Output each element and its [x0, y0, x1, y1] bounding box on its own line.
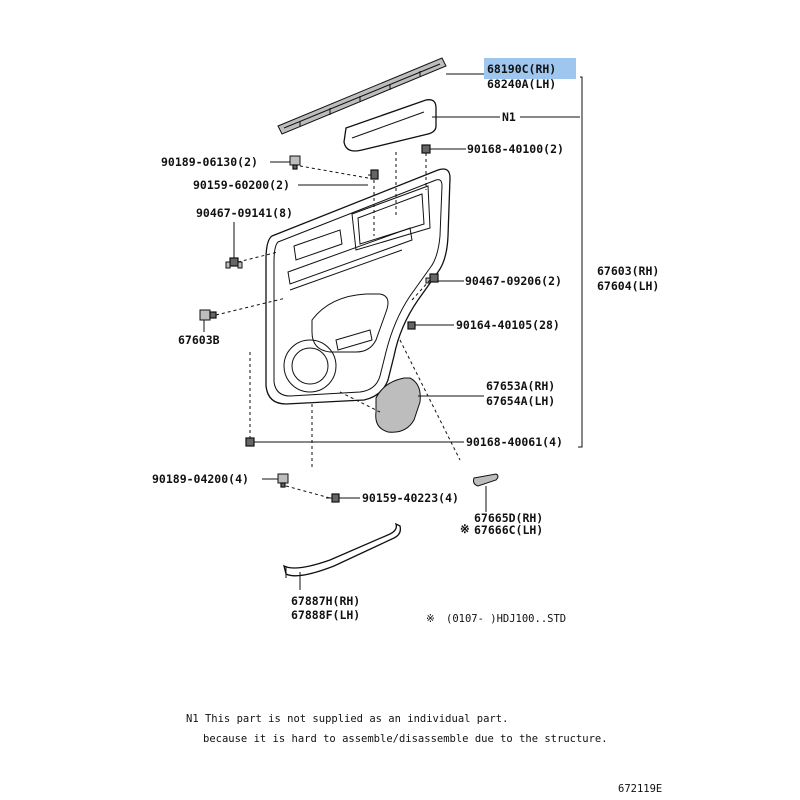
label-67653A[interactable]: 67653A(RH)	[486, 379, 556, 393]
footnote-line-2: because it is hard to assemble/disassemble due to the structure.	[203, 733, 608, 745]
label-67603B[interactable]: 67603B	[178, 333, 220, 347]
legend-asterisk-icon: ※	[426, 613, 435, 625]
lower-moulding-strip	[284, 524, 400, 578]
label-n1: N1	[502, 110, 516, 124]
label-67603[interactable]: 67603(RH)	[597, 264, 660, 278]
label-67654A[interactable]: 67654A(LH)	[486, 394, 556, 408]
label-67888F[interactable]: 67888F(LH)	[291, 608, 361, 622]
bracket-line	[578, 77, 582, 447]
label-90189-04200[interactable]: 90189-04200(4)	[152, 472, 249, 486]
inner-handle-bezel	[474, 474, 499, 486]
legend-text: (0107- )HDJ100..STD	[446, 613, 567, 625]
clip-90189-06130	[290, 156, 300, 169]
clip-90189-04200	[278, 474, 288, 487]
label-67604[interactable]: 67604(LH)	[597, 279, 660, 293]
label-67666C[interactable]: 67666C(LH)	[474, 523, 544, 537]
label-90467-09206[interactable]: 90467-09206(2)	[465, 274, 562, 288]
label-67665D[interactable]: 67665D(RH)	[474, 511, 544, 525]
clip-90467-09141	[226, 248, 242, 268]
label-90189-06130[interactable]: 90189-06130(2)	[161, 155, 258, 169]
label-90168-40100[interactable]: 90168-40100(2)	[467, 142, 564, 156]
figure-code: 672119E	[618, 783, 663, 795]
door-trim-panel	[266, 169, 450, 404]
label-90168-40061[interactable]: 90168-40061(4)	[466, 435, 563, 449]
footnote-line-1: N1 This part is not supplied as an individual part.	[186, 713, 509, 725]
label-67887H[interactable]: 67887H(RH)	[291, 594, 361, 608]
label-90159-60200[interactable]: 90159-60200(2)	[193, 178, 290, 192]
label-68190C[interactable]: 68190C(RH)	[487, 62, 557, 76]
clip-90168-40061	[246, 438, 254, 446]
label-68240A[interactable]: 68240A(LH)	[487, 77, 557, 91]
screw-90159-60200	[368, 170, 378, 179]
asterisk-icon: ※	[460, 522, 470, 536]
label-90164-40105[interactable]: 90164-40105(28)	[456, 318, 560, 332]
clip-67603B	[200, 310, 216, 320]
label-90467-09141[interactable]: 90467-09141(8)	[196, 206, 293, 220]
clip-90168-40100	[422, 145, 430, 153]
clip-90164-40105	[408, 322, 415, 329]
label-90159-40223[interactable]: 90159-40223(4)	[362, 491, 459, 505]
upper-trim-pad	[344, 100, 436, 151]
screw-90159-40223	[326, 494, 339, 502]
